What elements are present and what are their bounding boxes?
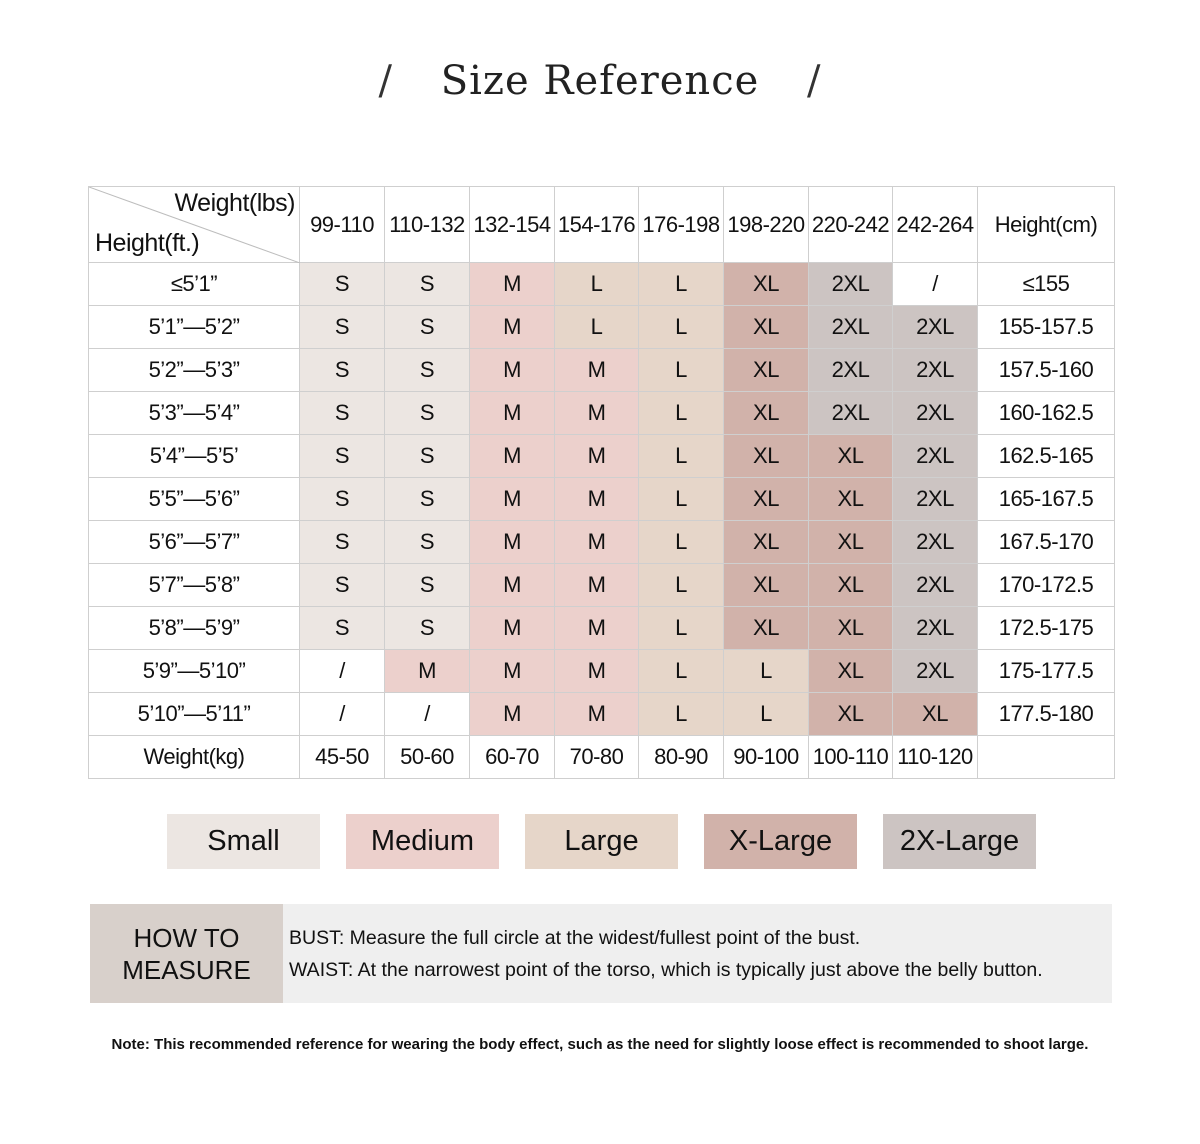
size-cell: M	[555, 650, 639, 693]
weight-lbs-header: 110-132	[385, 187, 470, 263]
height-cm-cell: 175-177.5	[978, 650, 1115, 693]
legend-medium: Medium	[346, 814, 499, 869]
height-cm-cell: 167.5-170	[978, 521, 1115, 564]
height-ft-cell: 5’2”—5’3”	[89, 349, 300, 392]
size-cell: XL	[724, 478, 809, 521]
size-legend	[167, 814, 1036, 869]
size-cell: S	[300, 564, 385, 607]
size-row	[89, 650, 1115, 693]
size-cell: 2XL	[809, 392, 893, 435]
size-cell: M	[555, 521, 639, 564]
size-cell: L	[555, 306, 639, 349]
legend-large: Large	[525, 814, 678, 869]
title-text: Size Reference	[440, 58, 760, 104]
size-cell: /	[385, 693, 470, 736]
height-cm-cell: 160-162.5	[978, 392, 1115, 435]
size-cell: XL	[809, 478, 893, 521]
waist-instruction: WAIST: At the narrowest point of the torso, which is typically just above the belly button.	[289, 958, 1043, 981]
height-ft-cell: 5’1”—5’2”	[89, 306, 300, 349]
size-cell: 2XL	[893, 521, 978, 564]
height-cm-cell: ≤155	[978, 263, 1115, 306]
height-ft-cell: 5’4”—5’5’	[89, 435, 300, 478]
size-cell: M	[470, 349, 555, 392]
height-ft-cell: 5’3”—5’4”	[89, 392, 300, 435]
size-cell: 2XL	[809, 349, 893, 392]
weight-kg-cell: 90-100	[724, 736, 809, 779]
title-slash-left: /	[378, 58, 393, 104]
legend-2x-large: 2X-Large	[883, 814, 1036, 869]
size-cell: M	[555, 435, 639, 478]
size-row	[89, 349, 1115, 392]
size-cell: S	[385, 263, 470, 306]
height-cm-cell: 172.5-175	[978, 607, 1115, 650]
size-cell: XL	[724, 392, 809, 435]
size-cell: L	[724, 650, 809, 693]
weight-kg-row	[89, 736, 1115, 779]
size-cell: L	[639, 607, 724, 650]
size-cell: XL	[724, 349, 809, 392]
size-cell: L	[639, 521, 724, 564]
size-cell: XL	[809, 607, 893, 650]
size-row	[89, 263, 1115, 306]
weight-kg-cell: 110-120	[893, 736, 978, 779]
size-cell: XL	[809, 564, 893, 607]
size-cell: M	[470, 263, 555, 306]
size-cell: XL	[724, 521, 809, 564]
size-cell: S	[385, 392, 470, 435]
header-row	[89, 187, 1115, 263]
weight-kg-cell: 80-90	[639, 736, 724, 779]
size-cell: 2XL	[893, 478, 978, 521]
height-ft-cell: 5’10”—5’11”	[89, 693, 300, 736]
height-cm-header: Height(cm)	[978, 187, 1115, 263]
height-cm-cell: 157.5-160	[978, 349, 1115, 392]
size-row	[89, 306, 1115, 349]
size-table-body	[89, 263, 1115, 736]
height-ft-cell: 5’7”—5’8”	[89, 564, 300, 607]
weight-lbs-header: 99-110	[300, 187, 385, 263]
weight-kg-cell: 60-70	[470, 736, 555, 779]
size-cell: S	[385, 521, 470, 564]
size-cell: XL	[809, 435, 893, 478]
size-cell: /	[300, 693, 385, 736]
size-cell: /	[893, 263, 978, 306]
how-to-measure-panel	[90, 904, 1112, 1003]
size-cell: M	[470, 693, 555, 736]
size-table	[88, 186, 1115, 779]
size-cell: /	[300, 650, 385, 693]
corner-header	[89, 187, 300, 263]
size-row	[89, 392, 1115, 435]
legend-x-large: X-Large	[704, 814, 857, 869]
bust-instruction: BUST: Measure the full circle at the widest/fullest point of the bust.	[289, 926, 861, 949]
size-cell: S	[300, 435, 385, 478]
how-to-measure-text	[283, 904, 1043, 1003]
size-cell: M	[470, 478, 555, 521]
size-cell: M	[555, 693, 639, 736]
size-cell: L	[724, 693, 809, 736]
weight-lbs-header: 242-264	[893, 187, 978, 263]
size-cell: S	[385, 435, 470, 478]
size-cell: XL	[724, 564, 809, 607]
weight-lbs-header: 198-220	[724, 187, 809, 263]
size-row	[89, 564, 1115, 607]
height-ft-cell: 5’8”—5’9”	[89, 607, 300, 650]
height-cm-cell: 165-167.5	[978, 478, 1115, 521]
size-cell: S	[385, 306, 470, 349]
height-cm-cell: 177.5-180	[978, 693, 1115, 736]
legend-small: Small	[167, 814, 320, 869]
how-to-measure-label-line1: HOW TO	[133, 922, 240, 953]
size-cell: L	[555, 263, 639, 306]
how-to-measure-label-line2: MEASURE	[122, 954, 251, 985]
height-ft-cell: 5’6”—5’7”	[89, 521, 300, 564]
height-cm-cell: 170-172.5	[978, 564, 1115, 607]
weight-lbs-header: 132-154	[470, 187, 555, 263]
weight-kg-empty-cell	[978, 736, 1115, 779]
height-cm-cell: 155-157.5	[978, 306, 1115, 349]
size-cell: M	[470, 435, 555, 478]
size-cell: 2XL	[809, 306, 893, 349]
size-cell: L	[639, 478, 724, 521]
weight-kg-cell: 100-110	[809, 736, 893, 779]
size-cell: XL	[724, 607, 809, 650]
size-cell: XL	[809, 693, 893, 736]
size-cell: M	[555, 349, 639, 392]
size-cell: M	[470, 306, 555, 349]
size-cell: L	[639, 349, 724, 392]
size-cell: 2XL	[893, 435, 978, 478]
size-cell: XL	[893, 693, 978, 736]
weight-lbs-header: 154-176	[555, 187, 639, 263]
weight-kg-label: Weight(kg)	[89, 736, 300, 779]
height-ft-cell: 5’9”—5’10”	[89, 650, 300, 693]
size-cell: M	[555, 564, 639, 607]
size-cell: S	[385, 349, 470, 392]
size-cell: M	[470, 392, 555, 435]
size-cell: M	[470, 564, 555, 607]
weight-lbs-label: Weight(lbs)	[174, 189, 295, 217]
size-cell: L	[639, 263, 724, 306]
size-row	[89, 478, 1115, 521]
height-ft-cell: ≤5’1”	[89, 263, 300, 306]
weight-lbs-header: 220-242	[809, 187, 893, 263]
size-row	[89, 607, 1115, 650]
height-ft-label: Height(ft.)	[95, 229, 200, 257]
size-cell: 2XL	[893, 650, 978, 693]
size-cell: L	[639, 435, 724, 478]
size-cell: 2XL	[809, 263, 893, 306]
size-row	[89, 435, 1115, 478]
size-cell: L	[639, 392, 724, 435]
size-cell: M	[470, 521, 555, 564]
size-cell: M	[555, 392, 639, 435]
size-cell: S	[300, 349, 385, 392]
weight-kg-cell: 45-50	[300, 736, 385, 779]
weight-kg-cell: 50-60	[385, 736, 470, 779]
size-cell: S	[385, 478, 470, 521]
size-cell: 2XL	[893, 392, 978, 435]
size-cell: XL	[724, 263, 809, 306]
size-cell: S	[300, 478, 385, 521]
size-cell: S	[385, 564, 470, 607]
size-cell: L	[639, 650, 724, 693]
size-row	[89, 521, 1115, 564]
size-cell: XL	[809, 650, 893, 693]
size-cell: S	[300, 521, 385, 564]
size-cell: 2XL	[893, 607, 978, 650]
page-title	[0, 58, 1200, 104]
how-to-measure-label	[90, 904, 283, 1003]
size-cell: M	[385, 650, 470, 693]
size-cell: M	[555, 478, 639, 521]
size-cell: XL	[724, 306, 809, 349]
size-cell: M	[470, 650, 555, 693]
size-cell: 2XL	[893, 564, 978, 607]
size-cell: M	[555, 607, 639, 650]
height-ft-cell: 5’5”—5’6”	[89, 478, 300, 521]
size-cell: XL	[724, 435, 809, 478]
size-cell: 2XL	[893, 349, 978, 392]
size-cell: L	[639, 693, 724, 736]
size-row	[89, 693, 1115, 736]
size-cell: S	[385, 607, 470, 650]
footnote: Note: This recommended reference for wearing the body effect, such as the need for slightly loose effect is recommended to shoot large.	[111, 1036, 1089, 1053]
size-cell: M	[470, 607, 555, 650]
size-cell: L	[639, 564, 724, 607]
title-slash-right: /	[807, 58, 822, 104]
weight-kg-cell: 70-80	[555, 736, 639, 779]
size-cell: XL	[809, 521, 893, 564]
weight-lbs-header: 176-198	[639, 187, 724, 263]
size-cell: S	[300, 607, 385, 650]
size-cell: S	[300, 263, 385, 306]
size-cell: S	[300, 392, 385, 435]
size-cell: L	[639, 306, 724, 349]
height-cm-cell: 162.5-165	[978, 435, 1115, 478]
size-cell: 2XL	[893, 306, 978, 349]
size-cell: S	[300, 306, 385, 349]
